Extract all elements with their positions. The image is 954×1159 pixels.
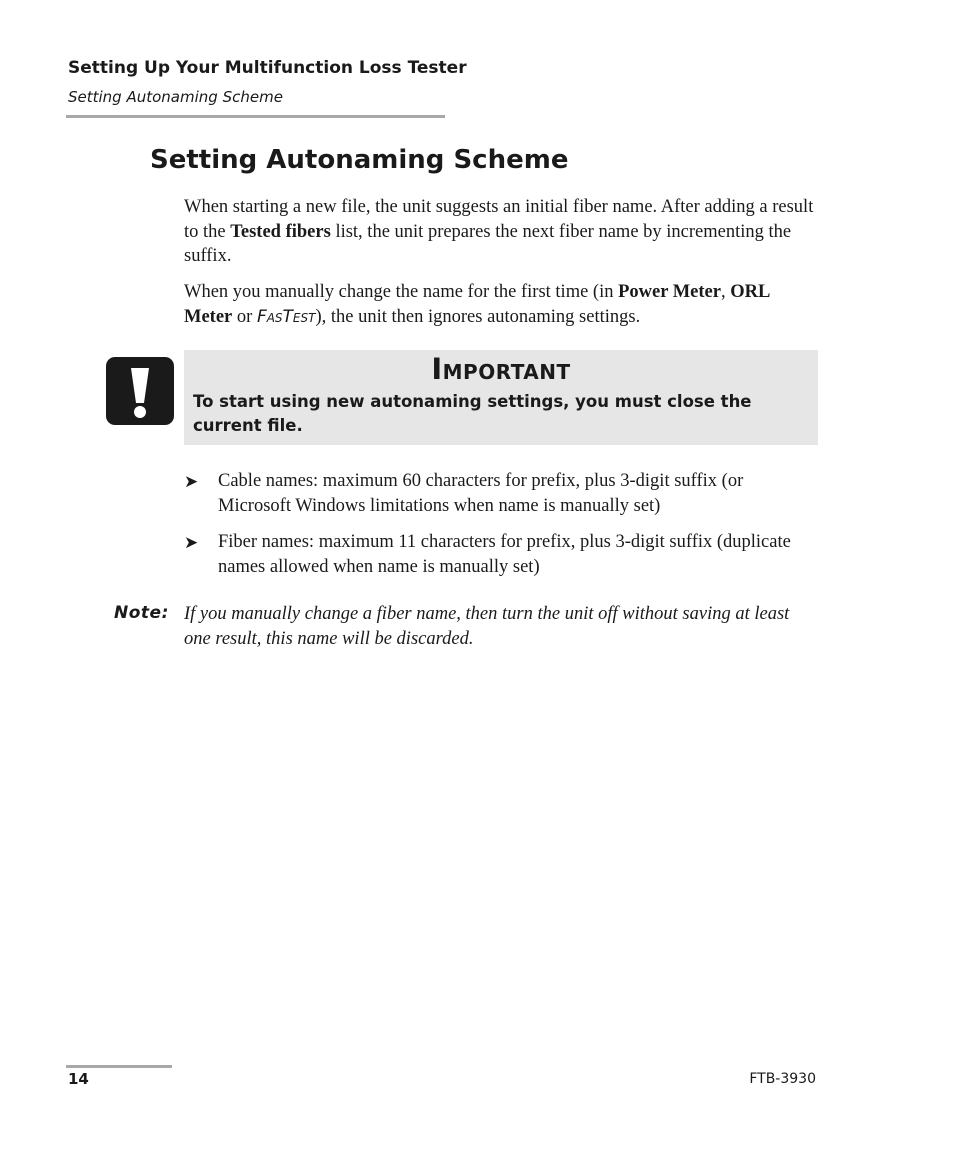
running-header-title: Setting Up Your Multifunction Loss Tester [68,58,467,78]
page-number: 14 [68,1070,89,1088]
footer-divider [66,1065,172,1068]
document-id: FTB-3930 [749,1071,816,1087]
orl-meter-term: ORL Meter [184,282,770,327]
header-divider [66,115,445,118]
paragraph-text: When starting a new file, the unit suggests an initial fiber name. After adding a result to the [184,197,814,242]
list-item-text: Cable names: maximum 60 characters for prefix, plus 3-digit suffix (or Microsoft Windows limitations when name is manually set) [218,471,744,516]
paragraph-text: When you manually change the name for the first time (in [184,282,619,302]
note-text: If you manually change a fiber name, then turn the unit off without saving at least one result, this name will be discarded. [184,604,790,649]
important-text: To start using new autonaming settings, you must close the current file. [193,392,752,435]
tested-fibers-term: Tested fibers [230,221,331,242]
list-item-text: Fiber names: maximum 11 characters for prefix, plus 3-digit suffix (duplicate names allowed when name is manually set) [218,532,791,577]
paragraph-text: or [232,306,257,327]
important-title: Important [431,352,571,386]
running-header-subtitle: Setting Autonaming Scheme [68,88,283,106]
note-label: Note: [114,603,169,623]
fastest-term: FasTest [256,306,316,327]
paragraph-text: list, the unit prepares the next fiber name by incrementing the suffix. [184,221,792,266]
section-heading: Setting Autonaming Scheme [150,145,569,175]
paragraph-text: ), the unit then ignores autonaming settings. [315,306,641,327]
arrow-bullet-icon: ➤ [184,472,199,491]
paragraph-text: , [720,282,731,302]
important-callout [184,350,818,445]
paragraph-manual-change [184,280,814,329]
exclamation-icon [106,357,174,425]
power-meter-term: Power Meter [618,282,721,302]
arrow-bullet-icon: ➤ [184,533,199,552]
paragraph-intro [184,195,814,269]
